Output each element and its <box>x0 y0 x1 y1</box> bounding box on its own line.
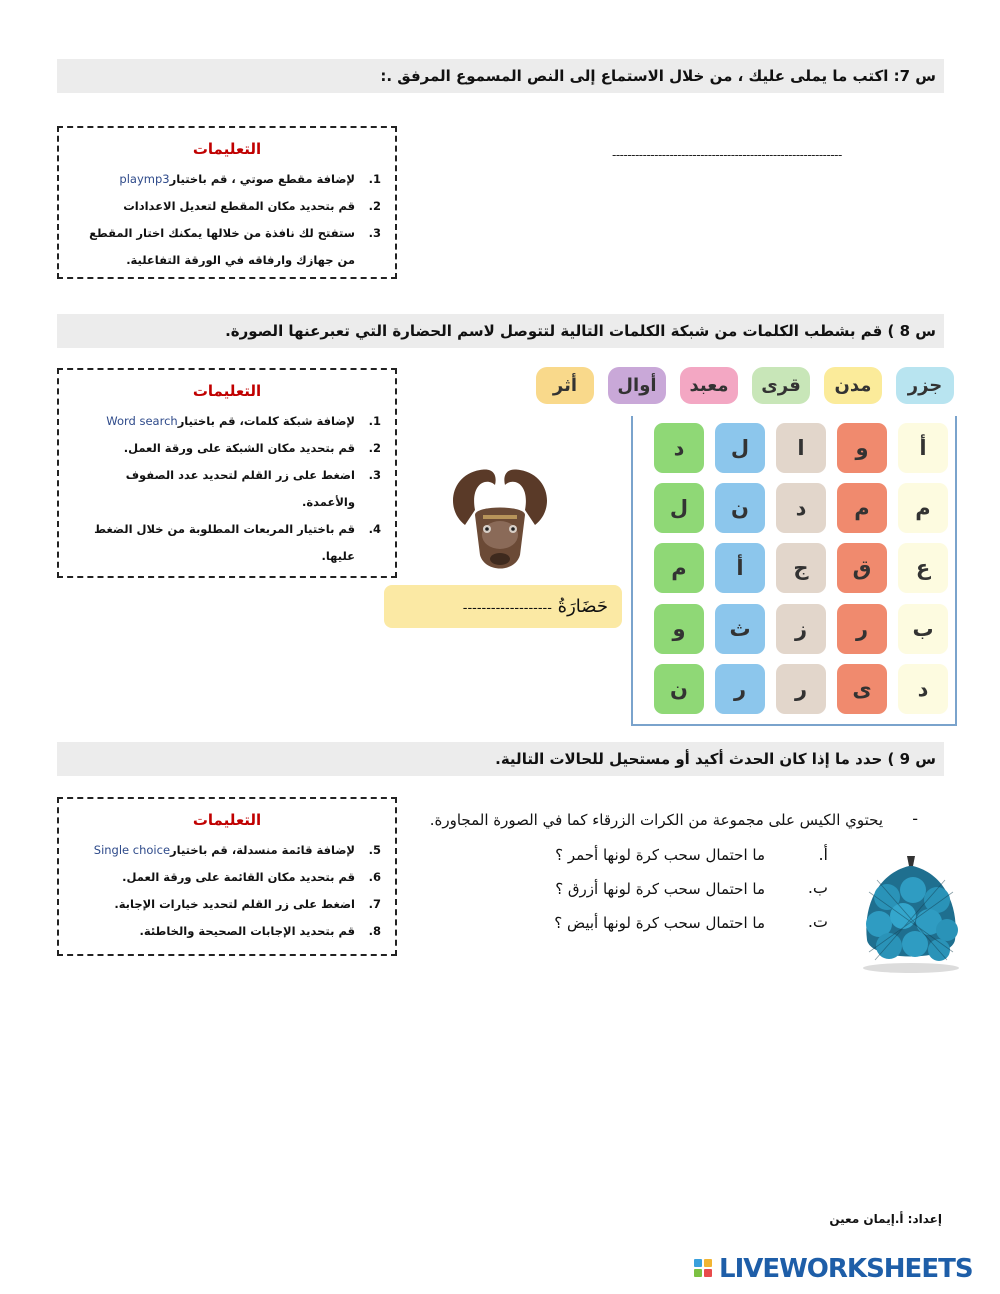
instruction-item <box>73 220 381 247</box>
grid-cell[interactable]: د <box>898 664 948 714</box>
instruction-number: 1. <box>368 414 381 428</box>
instruction-text: لإضافة شبكة كلمات، قم باختيار <box>177 414 355 428</box>
grid-cell[interactable]: م <box>837 483 887 533</box>
instructions-list <box>73 408 381 570</box>
instruction-item <box>73 837 381 864</box>
instruction-number: 3. <box>368 226 381 240</box>
grid-cell[interactable]: ن <box>715 483 765 533</box>
instructions-box-choice <box>57 797 397 956</box>
instruction-text: لإضافة قائمة منسدلة، قم باختيار <box>170 843 355 857</box>
instruction-number: 6. <box>368 870 381 884</box>
grid-cell[interactable]: ل <box>654 483 704 533</box>
logo-square-icon <box>704 1269 712 1277</box>
q9-title: س 9 ) حدد ما إذا كان الحدث أكيد أو مستحيل للحالات التالية. <box>57 742 944 776</box>
q9-description: يحتوي الكيس على مجموعة من الكرات الزرقاء كما في الصورة المجاورة. <box>429 811 883 829</box>
instruction-text: والأعمدة. <box>301 495 355 509</box>
instructions-title: التعليمات <box>192 140 262 158</box>
option-b-letter: ب. <box>807 878 828 897</box>
instruction-text: اضغط على زر القلم لتحديد عدد الصفوف <box>125 468 355 482</box>
q7-title: س 7: اكتب ما يملى عليك ، من خلال الاستماع إلى النص المسموع المرفق .: <box>57 59 944 93</box>
word-chip-mudun: مدن <box>824 367 882 404</box>
word-chip-athar: أثر <box>536 367 594 404</box>
instruction-item <box>73 247 381 274</box>
grid-cell[interactable]: ق <box>837 543 887 593</box>
grid-cell[interactable]: ر <box>776 664 826 714</box>
grid-cell[interactable]: ع <box>898 543 948 593</box>
instruction-number: 2. <box>368 199 381 213</box>
instruction-text: من جهازك وارفاقه في الورقة التفاعلية. <box>126 253 355 267</box>
instruction-number: 1. <box>368 172 381 186</box>
instruction-text: عليها. <box>321 549 355 563</box>
instruction-item <box>73 408 381 435</box>
grid-cell[interactable]: ل <box>715 423 765 473</box>
grid-cell[interactable]: و <box>837 423 887 473</box>
instruction-item <box>73 516 381 543</box>
grid-cell[interactable]: ج <box>776 543 826 593</box>
logo-square-icon <box>694 1269 702 1277</box>
instruction-number: 3. <box>368 468 381 482</box>
instruction-tool-name: playmp3 <box>119 172 170 186</box>
grid-cell[interactable]: د <box>776 483 826 533</box>
logo-square-icon <box>694 1259 702 1267</box>
instruction-number: 7. <box>368 897 381 911</box>
grid-cell[interactable]: أ <box>898 423 948 473</box>
instruction-text: قم بتحديد مكان الشبكة على ورقة العمل. <box>123 441 355 455</box>
instruction-number: 4. <box>368 522 381 536</box>
civilization-answer-box[interactable] <box>384 585 622 628</box>
grid-cell[interactable]: ن <box>654 664 704 714</box>
logo-text: LIVEWORKSHEETS <box>719 1254 973 1284</box>
word-chip-maabad: معبد <box>680 367 738 404</box>
q7-answer-line[interactable]: ------------------------------------------------------------ <box>612 148 842 162</box>
grid-cell[interactable]: م <box>654 543 704 593</box>
instruction-number: 8. <box>368 924 381 938</box>
grid-cell[interactable]: ى <box>837 664 887 714</box>
instructions-list <box>73 166 381 274</box>
word-chip-jozor: جزر <box>896 367 954 404</box>
instruction-text: قم بتحديد مكان المقطع لتعديل الاعدادات <box>123 199 355 213</box>
q9-bullet: - <box>912 809 918 828</box>
instruction-number: 2. <box>368 441 381 455</box>
grid-cell[interactable]: ر <box>715 664 765 714</box>
grid-cell[interactable]: م <box>898 483 948 533</box>
instruction-item <box>73 462 381 489</box>
option-a-letter: أ. <box>818 845 828 864</box>
word-search-grid <box>631 416 957 726</box>
instructions-box-audio <box>57 126 397 279</box>
instruction-item <box>73 891 381 918</box>
option-c-question: ما احتمال سحب كرة لونها أبيض ؟ <box>554 914 765 932</box>
instruction-tool-name: Single choice <box>93 843 171 857</box>
instruction-item <box>73 918 381 945</box>
grid-cell[interactable]: ر <box>837 604 887 654</box>
word-chip-awal: أوال <box>608 367 666 404</box>
option-b-question: ما احتمال سحب كرة لونها أزرق ؟ <box>555 880 765 898</box>
instruction-item <box>73 864 381 891</box>
instruction-text: قم بتحديد الإجابات الصحيحة والخاطئة. <box>139 924 355 938</box>
grid-cell[interactable]: ب <box>898 604 948 654</box>
instruction-item <box>73 193 381 220</box>
instruction-text: قم بتحديد مكان القائمة على ورقة العمل. <box>122 870 355 884</box>
grid-cell[interactable]: ز <box>776 604 826 654</box>
word-chip-qura: قرى <box>752 367 810 404</box>
logo-square-icon <box>704 1259 712 1267</box>
grid-cell[interactable]: أ <box>715 543 765 593</box>
grid-cell[interactable]: ا <box>776 423 826 473</box>
grid-cell[interactable]: ث <box>715 604 765 654</box>
option-a-question: ما احتمال سحب كرة لونها أحمر ؟ <box>555 846 765 864</box>
instruction-text: لإضافة مقطع صوتي ، قم باختيار <box>169 172 355 186</box>
civilization-label: حَضَارَةُ <box>557 596 608 617</box>
instructions-box-wordsearch <box>57 368 397 578</box>
instructions-title: التعليمات <box>192 382 262 400</box>
q8-title: س 8 ) قم بشطب الكلمات من شبكة الكلمات التالية لتتوصل لاسم الحضارة التي تعبرعنها الصورة. <box>57 314 944 348</box>
author-credit: إعداد: أ.إيمان معين <box>829 1212 942 1226</box>
blue-balls-bag-image <box>857 852 965 974</box>
instruction-text: قم باختيار المربعات المطلوبة من خلال الضغط <box>94 522 355 536</box>
grid-cell[interactable]: و <box>654 604 704 654</box>
option-c-letter: ت. <box>807 912 828 931</box>
bull-head-artifact-image <box>435 455 565 580</box>
civilization-blank[interactable]: ------------------- <box>462 601 552 616</box>
instruction-item <box>73 166 381 193</box>
instruction-item <box>73 435 381 462</box>
instruction-number: 5. <box>368 843 381 857</box>
instructions-title: التعليمات <box>192 811 262 829</box>
instruction-item <box>73 543 381 570</box>
instruction-item <box>73 489 381 516</box>
instruction-text: اضغط على زر القلم لتحديد خيارات الإجابة. <box>114 897 355 911</box>
liveworksheets-logo[interactable] <box>692 1252 992 1288</box>
instruction-tool-name: Word search <box>106 414 178 428</box>
instruction-text: ستفتح لك نافذة من خلالها يمكنك اختار المقطع <box>89 226 355 240</box>
instructions-list <box>73 837 381 945</box>
grid-cell[interactable]: د <box>654 423 704 473</box>
